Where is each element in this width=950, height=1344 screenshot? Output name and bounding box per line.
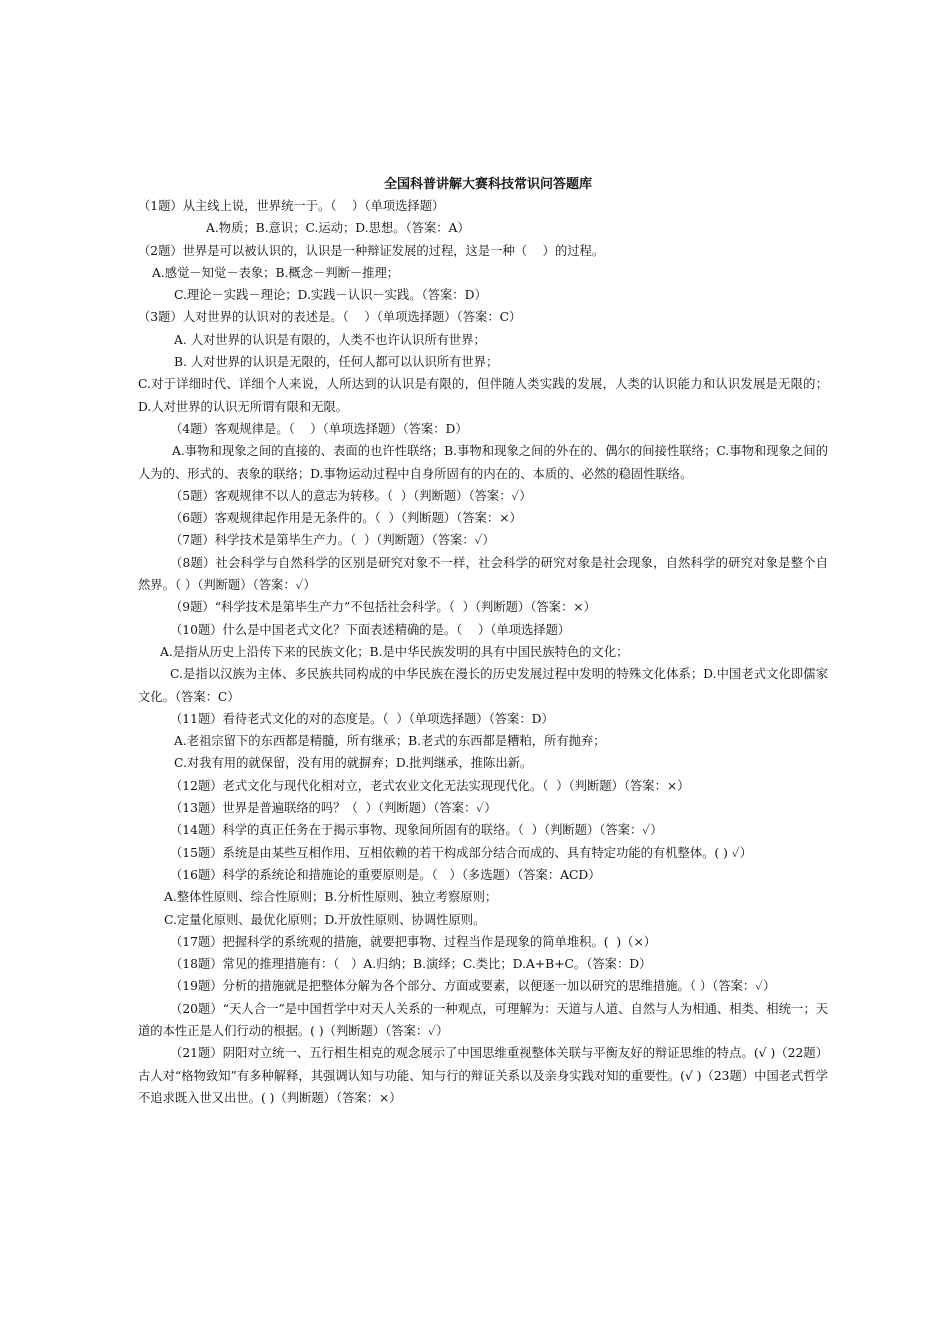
q3-option-a: A. 人对世界的认识是有限的，人类不也许认识所有世界； — [174, 332, 486, 347]
q12-line: （12题）老式文化与现代化相对立，老式农业文化无法实现现代化。（ ）（判断题）（答案：×） — [170, 778, 690, 793]
q8-line: （8题）社会科学与自然科学的区别是研究对象不一样，社会科学的研究对象是社会现象，自然科学的研究对象是整个自然界。（ ）（判断题）（答案：✓） — [138, 555, 828, 593]
q16-line: （16题）科学的系统论和措施论的重要原则是。（ ）（多选题）（答案：ACD） — [170, 867, 601, 882]
q6-line: （6题）客观规律起作用是无条件的。（ ）（判断题）（答案：×） — [170, 511, 522, 526]
q19-line: （19题）分析的措施就是把整体分解为各个部分、方面或要素，以便逐一加以研究的思维措施。（ ）（答案：✓） — [170, 979, 776, 994]
q3-option-c: C.对于详细时代、详细个人来说，人所达到的认识是有限的，但伴随人类实践的发展，人类的认识能力和认识发展是无限的；D.人对世界的认识无所谓有限和无限。 — [138, 377, 828, 414]
q11-line: （11题）看待老式文化的对的态度是。（ ）（单项选择题）（答案：D） — [170, 711, 554, 726]
q1-options: A.物质；B.意识；C.运动；D.思想。（答案：A） — [206, 221, 470, 236]
q11-options-a: A.老祖宗留下的东西都是精髓，所有继承；B.老式的东西都是糟粕，所有抛弃； — [174, 734, 606, 749]
q2-options-a: A.感觉－知觉－表象；B.概念－判断－推理； — [152, 265, 400, 280]
q3-line: （3题）人对世界的认识对的表述是。（ ）（单项选择题）（答案：C） — [138, 310, 522, 325]
q4-options: A.事物和现象之间的直接的、表面的也许性联络；B.事物和现象之间的外在的、偶尔的间接性联络；C.事物和现象之间的人为的、形式的、表象的联络；D.事物运动过程中自身所固有的内在的、本质的、必然的稳固性联络。 — [138, 444, 828, 481]
q11-options-c: C.对我有用的就保留，没有用的就摒弃；D.批判继承，推陈出新。 — [174, 756, 533, 771]
q3-option-b: B. 人对世界的认识是无限的，任何人都可以认识所有世界； — [174, 355, 499, 370]
document-title: 全国科普讲解大赛科技常识问答题库 — [383, 177, 592, 192]
q2-options-c: C.理论－实践－理论；D.实践－认识－实践。（答案：D） — [174, 288, 487, 303]
q9-line: （9题）“科学技术是第毕生产力”不包括社会科学。（ ）（判断题）（答案：×） — [170, 600, 596, 615]
q5-line: （5题）客观规律不以人的意志为转移。（ ）（判断题）（答案：✓） — [170, 488, 532, 503]
q15-line: （15题）系统是由某些互相作用、互相依赖的若干构成部分结合而成的、具有特定功能的有机整体。( ) ✓） — [170, 845, 753, 860]
q4-line: （4题）客观规律是。（ ）（单项选择题）（答案：D） — [170, 421, 468, 436]
q16-options-c: C.定量化原则、最优化原则；D.开放性原则、协调性原则。 — [164, 912, 486, 927]
document-body — [138, 175, 828, 1109]
q16-options-a: A.整体性原则、综合性原则；B.分析性原则、独立考察原则； — [164, 890, 498, 905]
q2-line: （2题）世界是可以被认识的，认识是一种辩证发展的过程，这是一种（ ）的过程。 — [138, 243, 605, 258]
q20-line: （20题）“天人合一”是中国哲学中对天人关系的一种观点，可理解为：天道与人道、自然与人为相通、相类、相统一；天道的本性正是人们行动的根据。( )（判断题）（答案：✓） — [138, 1001, 828, 1038]
q18-line: （18题）常见的推理措施有：（ ）A.归纳；B.演绎；C.类比；D.A+B+C。（答案：D） — [170, 957, 652, 972]
q13-line: （13题）世界是普遍联络的吗？（ ）（判断题）（答案：✓） — [170, 801, 497, 816]
q10-options-c: C.是指以汉族为主体、多民族共同构成的中华民族在漫长的历史发展过程中发明的特殊文化体系；D.中国老式文化即儒家文化。（答案：C） — [138, 667, 828, 704]
q21-23-line: （21题）阴阳对立统一、五行相生相克的观念展示了中国思维重视整体关联与平衡友好的辩证思维的特点。(√ )（22题）古人对“格物致知”有多种解释，其强调认知与功能、知与行的辩证关系以及亲身实践对知的重要性。(√ )（23题）中国老式哲学不追求既入世又出世。( )（判断题）（答案：×） — [138, 1046, 828, 1105]
q1-line: （1题）从主线上说，世界统一于。（ ）（单项选择题） — [138, 199, 445, 213]
q10-line: （10题）什么是中国老式文化？下面表述精确的是。（ ）（单项选择题） — [170, 622, 571, 637]
q7-line: （7题）科学技术是第毕生产力。（ ）（判断题）（答案：✓） — [170, 533, 495, 548]
q10-options-a: A.是指从历史上沿传下来的民族文化；B.是中华民族发明的具有中国民族特色的文化； — [160, 644, 629, 659]
q14-line: （14题）科学的真正任务在于揭示事物、现象间所固有的联络。（ ）（判断题）（答案：✓） — [170, 823, 663, 838]
q17-line: （17题）把握科学的系统观的措施，就要把事物、过程当作是现象的简单堆积。( )（×） — [170, 934, 657, 949]
